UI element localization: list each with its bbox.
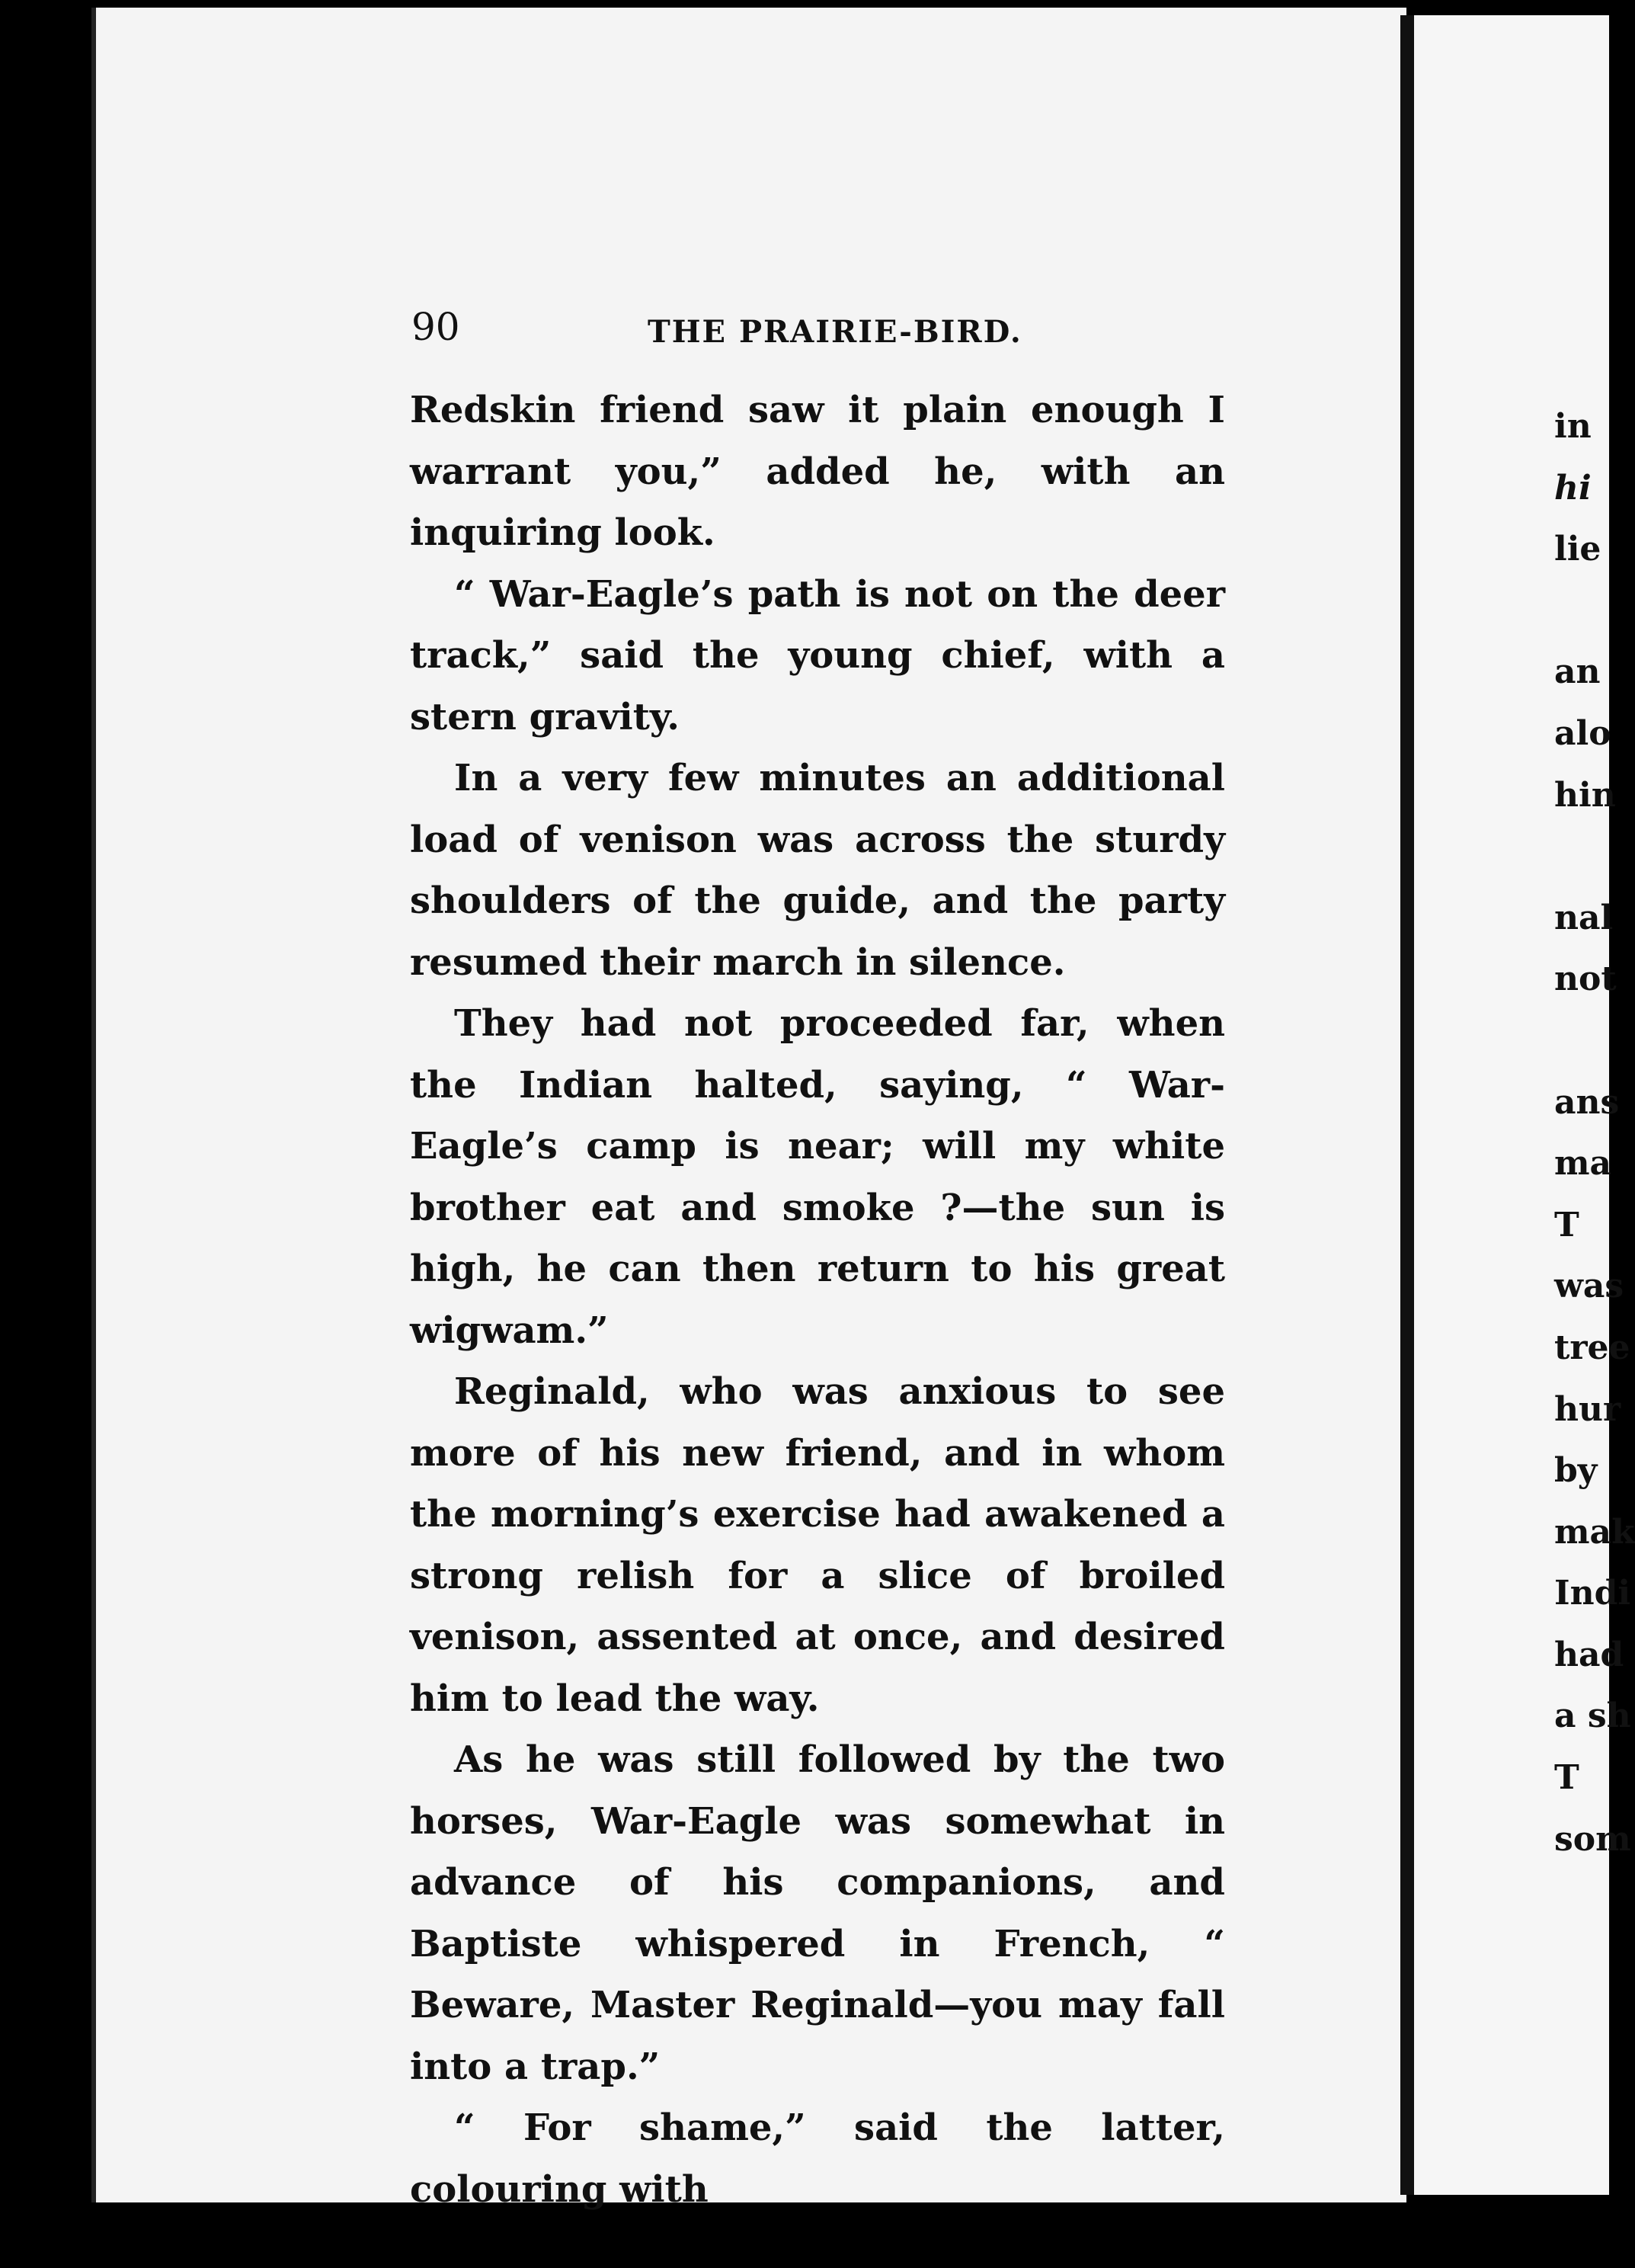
- paragraph: In a very few minutes an additional load of venison was across the sturdy shoulders of the guide, and the party resumed their march in silence.: [410, 757, 1225, 984]
- facing-line: [1554, 581, 1609, 642]
- facing-line: nal: [1554, 898, 1614, 937]
- facing-page-text: [1554, 396, 1635, 1870]
- facing-line: hi: [1554, 468, 1592, 508]
- facing-line: [1554, 826, 1609, 888]
- facing-line: hur: [1554, 1389, 1621, 1429]
- facing-line: lie: [1554, 530, 1601, 569]
- facing-line: hin: [1554, 775, 1616, 815]
- facing-line: [1554, 1011, 1609, 1072]
- facing-line: ma: [1554, 1144, 1612, 1184]
- running-title: THE PRAIRIE-BIRD.: [648, 314, 1022, 350]
- body-text: [410, 380, 1225, 2220]
- facing-line: in: [1554, 407, 1592, 446]
- facing-line: T: [1554, 1205, 1579, 1245]
- paragraph: “ For shame,” said the latter, colouring with: [410, 2106, 1225, 2211]
- facing-line: had: [1554, 1635, 1624, 1674]
- facing-line: not: [1554, 959, 1617, 999]
- facing-line: was: [1554, 1267, 1624, 1306]
- facing-line: som: [1554, 1819, 1631, 1859]
- facing-line: ans: [1554, 1082, 1620, 1122]
- paragraph: They had not proceeded far, when the Indian halted, saying, “ War-Eagle’s camp is near; will my white brother eat and smoke ?—the sun is high, he can then return to his great wigwam.”: [410, 1002, 1225, 1352]
- paragraph: Redskin friend saw it plain enough I warrant you,” added he, with an inquiring look.: [410, 389, 1225, 554]
- page-number: 90: [411, 305, 460, 349]
- paragraph: “ War-Eagle’s path is not on the deer track,” said the young chief, with a stern gravity.: [410, 572, 1225, 738]
- facing-line: a sh: [1554, 1696, 1631, 1736]
- facing-line: alo: [1554, 713, 1611, 753]
- facing-line: mak: [1554, 1512, 1635, 1552]
- facing-line: by: [1554, 1451, 1598, 1491]
- paragraph: Reginald, who was anxious to see more of his new friend, and in whom the morning’s exercise had awakened a strong relish for a slice of broiled venison, assented at once, and desired him to lead the way.: [410, 1370, 1225, 1720]
- page-header: [411, 305, 1242, 358]
- facing-line: Indi: [1554, 1574, 1631, 1613]
- facing-line: T: [1554, 1758, 1579, 1798]
- facing-line: tree: [1554, 1328, 1630, 1367]
- facing-line: an: [1554, 652, 1601, 692]
- paragraph: As he was still followed by the two horses, War-Eagle was somewhat in advance of his companions, and Baptiste whispered in French, “ Beware, Master Reginald—you may fall into a trap.”: [410, 1738, 1225, 2088]
